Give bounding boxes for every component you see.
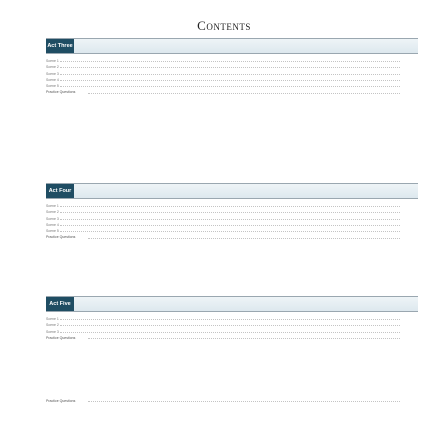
entry-list <box>46 203 418 241</box>
scene-label: Scene 1 <box>46 59 59 63</box>
dot-leader <box>88 238 400 239</box>
act-three-section <box>46 38 418 96</box>
act-five-section <box>46 296 418 341</box>
dot-leader <box>60 231 400 232</box>
scene-label: Scene 3 <box>46 216 59 221</box>
dot-leader <box>88 93 400 94</box>
practice-questions-label: Practice Questions <box>46 235 76 240</box>
dot-leader <box>60 219 400 220</box>
act-four-section <box>46 183 418 241</box>
act-header <box>46 183 418 199</box>
scene-label: Scene 4 <box>46 77 59 82</box>
act-badge: Act Three <box>46 39 74 53</box>
page-title: Contents <box>197 18 251 33</box>
dot-leader <box>60 61 400 62</box>
scene-label: Scene 5 <box>46 229 59 234</box>
dot-leader <box>60 80 400 81</box>
list-item[interactable] <box>46 404 418 410</box>
practice-questions-label: Practice Questions <box>46 90 76 95</box>
practice-questions-label: Practice Questions <box>46 399 76 403</box>
entry-list <box>46 316 418 341</box>
scene-label: Scene 1 <box>46 204 59 208</box>
dot-leader <box>60 325 400 326</box>
act-header <box>46 296 418 312</box>
closing-entries <box>46 398 418 411</box>
list-item[interactable] <box>46 335 418 341</box>
scene-label: Scene 2 <box>46 210 59 215</box>
list-item[interactable] <box>46 89 418 95</box>
dot-leader <box>60 67 400 68</box>
entry-list <box>46 58 418 96</box>
dot-leader <box>60 225 400 226</box>
practice-questions-label: Practice Questions <box>46 335 76 340</box>
act-header <box>46 38 418 54</box>
scene-label: Scene 1 <box>46 317 59 321</box>
dot-leader <box>60 206 400 207</box>
act-badge: Act Four <box>46 184 74 198</box>
scene-label: Scene 3 <box>46 329 59 334</box>
list-item[interactable] <box>46 234 418 240</box>
scene-label: Scene 3 <box>46 71 59 76</box>
act-badge: Act Five <box>46 297 74 311</box>
scene-label: Scene 5 <box>46 84 59 89</box>
dot-leader <box>60 74 400 75</box>
scene-label: Scene 2 <box>46 65 59 70</box>
dot-leader <box>88 338 400 339</box>
dot-leader <box>60 319 400 320</box>
scene-label: Scene 4 <box>46 222 59 227</box>
dot-leader <box>60 86 400 87</box>
scene-label: Scene 2 <box>46 323 59 328</box>
dot-leader <box>88 401 400 402</box>
dot-leader <box>60 212 400 213</box>
dot-leader <box>60 332 400 333</box>
